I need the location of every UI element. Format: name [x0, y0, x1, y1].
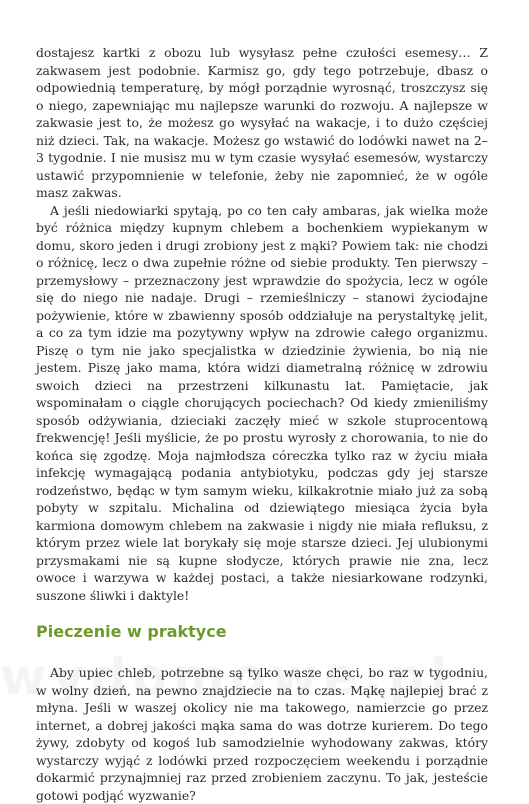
section-heading: Pieczenie w praktyce [36, 622, 227, 641]
paragraph-1: dostajesz kartki z obozu lub wysyłasz pełne czułości esemesy… Z zakwasem jest podobnie. Karmisz go, gdy tego potrzebuje, dbasz o odpowiednią temperaturę, by mógł porządnie wyrosnąć, troszczysz się o niego, zapewniając mu najlepsze warunki do rozwoju. A najlepsze w zakwasie jest to, że możesz go wysyłać na wakacje, i to dużo częściej niż dzieci. Tak, na wakacje. Możesz go wstawić do lodówki nawet na 2–3 tygodnie. I nie musisz mu w tym czasie wysyłać esemesów, wystarczy ustawić przypomnienie w telefonie, żeby nie zapomnieć, że w ogóle masz zakwas. [36, 45, 488, 200]
page-content [36, 44, 488, 804]
paragraph-2: A jeśli niedowiarki spytają, po co ten cały ambaras, jak wielka może być różnica między kupnym chlebem a bochenkiem wypiekanym w domu, skoro jeden i drugi zrobiony jest z mąki? Powiem tak: nie chodzi o różnicę, lecz o dwa zupełnie różne od siebie produkty. Ten pierwszy – przemysłowy – przeznaczony jest wprawdzie do spożycia, lecz w ogóle się do niego nie nadaje. Drugi – rzemieślniczy – stanowi życiodajne pożywienie, które w zbawienny sposób oddziałuje na perystaltykę jelit, a co za tym idzie ma pozytywny wpływ na zdrowie całego organizmu. Piszę o tym nie jako specjalistka w dziedzinie żywienia, bo nią nie jestem. Piszę jako mama, która widzi diametralną różnicę w zdrowiu swoich dzieci na przestrzeni kilkunastu lat. Pamiętacie, jak wspominałam o ciągle chorujących pociechach? Od kiedy zmieniliśmy sposób odżywiania, dzieciaki zaczęły mieć w szkole stuprocentową frekwencję! Jeśli myślicie, że po prostu wyrosły z chorowania, to nie do końca się zgodzę. Moja najmłodsza córeczka tylko raz w życiu miała infekcję wymagającą podania antybiotyku, podczas gdy jej starsze rodzeństwo, będąc w tym samym wieku, kilkakrotnie miało już za sobą pobyty w szpitalu. Michalina od dziewiątego miesiąca życia była karmiona domowym chlebem na zakwasie i nigdy nie miała refluksu, z którym przez wiele lat borykały się moje starsze dzieci. Jej ulubionymi przysmakami nie są kupne słodycze, których prawie nie zna, lecz owoce i warzywa w każdej postaci, a także niesiarkowane rodzynki, suszone śliwki i daktyle! [36, 202, 488, 603]
section-paragraph: Aby upiec chleb, potrzebne są tylko wasze chęci, bo raz w tygodniu, w wolny dzień, na pewno znajdziecie na to czas. Mąkę najlepiej brać z młyna. Jeśli w waszej okolicy nie ma takowego, namierzcie go przez internet, a dobrej jakości mąka sama do was dotrze kurierem. Do tego żywy, zdobyty od kogoś lub samodzielnie wyhodowany zakwas, który wystarczy wyjąć z lodówki przed rozpoczęciem weekendu i porządnie dokarmić przynajmniej raz przed zrobieniem zaczynu. To jak, jesteście gotowi podjąć wyzwanie? [36, 665, 488, 803]
